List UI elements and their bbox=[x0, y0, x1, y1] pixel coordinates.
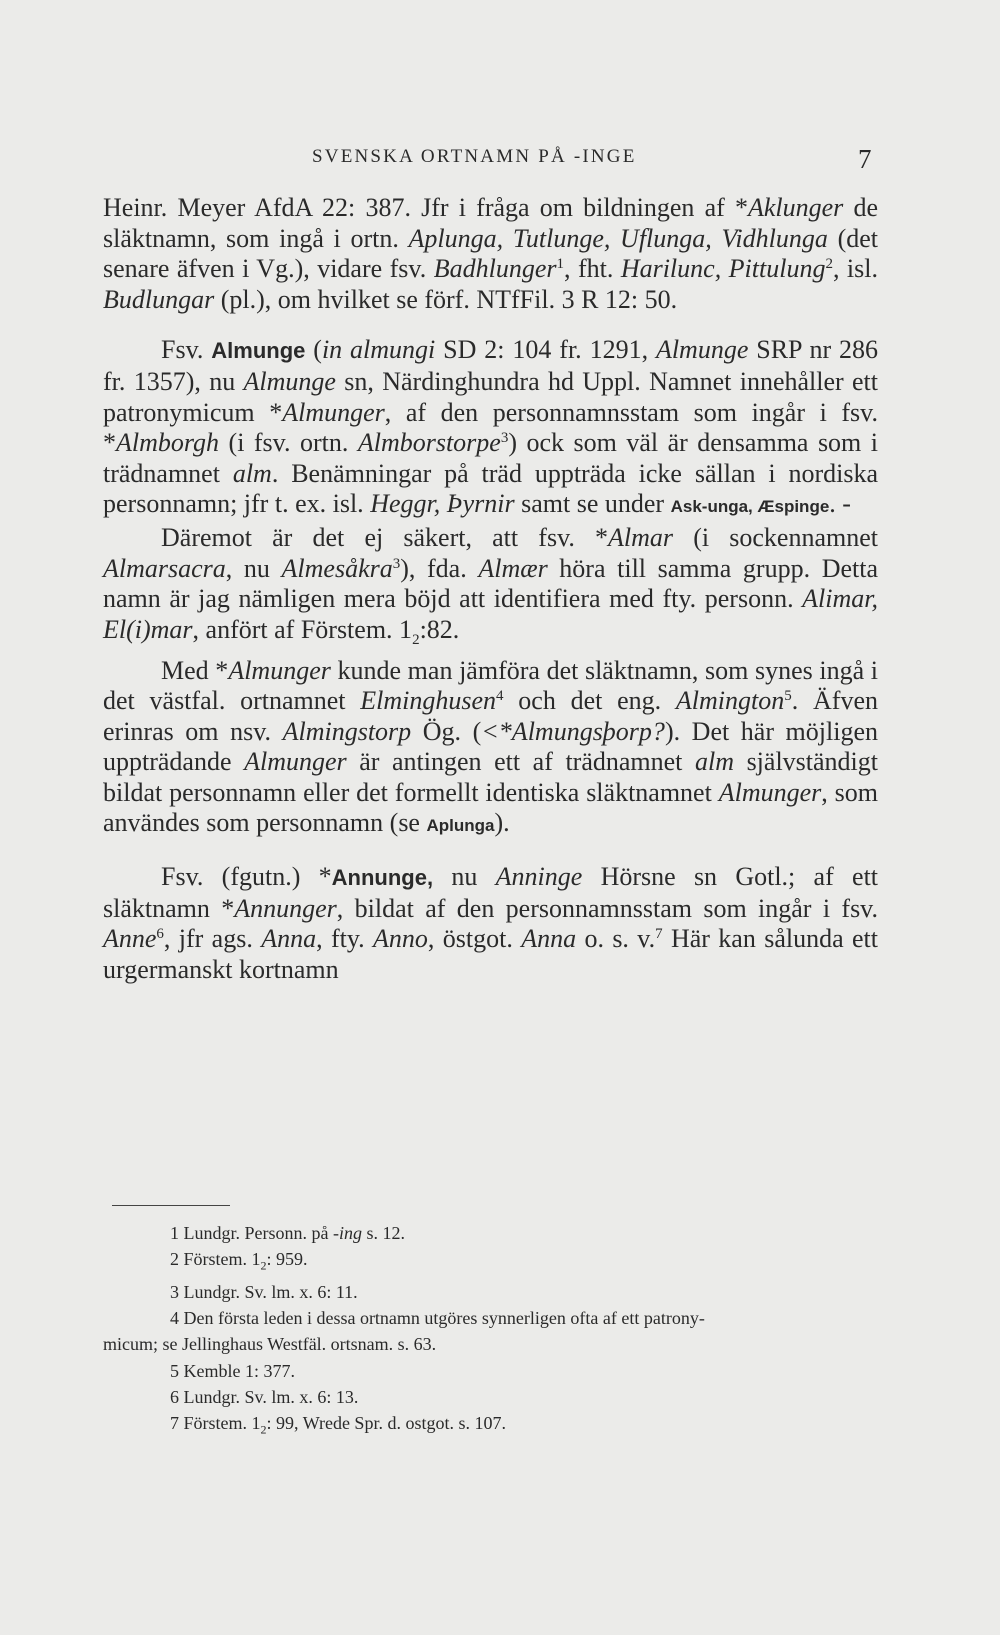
text: SRP nr 286 fr. 1357), nu bbox=[103, 335, 878, 396]
text: , bildat af den personnamnsstam som ingår i fsv. bbox=[336, 893, 878, 923]
paragraph-4 bbox=[103, 656, 878, 843]
text: ). bbox=[494, 808, 510, 838]
text: , nu bbox=[225, 553, 282, 583]
subscript: 2 bbox=[412, 631, 420, 648]
page-header bbox=[0, 146, 1000, 176]
italic-text: in almungi bbox=[321, 335, 436, 365]
footnote-ref: 5 bbox=[784, 688, 792, 705]
text: , som användes som personnamn (se bbox=[103, 777, 878, 838]
footnote-ref: 2 bbox=[825, 256, 833, 273]
text: höra till samma grupp. Detta namn är jag nämligen mera böjd att identifiera med fty. personn. bbox=[103, 553, 879, 614]
text: Ög. ( bbox=[411, 716, 482, 746]
text: de släktnamn, som ingå i ortn. bbox=[103, 193, 878, 253]
text: samt se under bbox=[514, 489, 671, 519]
footnote-text: Förstem. 1 bbox=[179, 1249, 261, 1270]
text: Heinr. Meyer AfdA 22: 387. Jfr i fråga om bildningen af * bbox=[103, 193, 748, 222]
footnote-text: Förstem. 1 bbox=[179, 1413, 261, 1434]
footnote-ref: 6 bbox=[156, 926, 164, 943]
italic-text: Almunger bbox=[244, 747, 347, 777]
text: (pl.), om hvilket se förf. NTfFil. 3 R 12: 50. bbox=[214, 284, 678, 314]
text: sn, Närdinghundra hd Uppl. Namnet innehåller ett patronymicum * bbox=[103, 366, 878, 427]
footnote-text: : 959. bbox=[266, 1249, 308, 1270]
italic-text: Harilunc, Pittulung bbox=[620, 254, 826, 284]
italic-text: Almunger bbox=[228, 655, 331, 685]
text: , fty. bbox=[316, 924, 374, 954]
paragraph-1 bbox=[103, 193, 878, 315]
italic-text: Almunger bbox=[282, 397, 385, 427]
footnote-ref: 3 bbox=[500, 430, 509, 447]
footnote-number: 3 bbox=[170, 1282, 179, 1302]
italic-text: Budlungar bbox=[103, 284, 215, 314]
running-head: SVENSKA ORTNAMN PÅ -INGE bbox=[312, 146, 637, 167]
footnote-5 bbox=[103, 1358, 878, 1384]
footnote-4 bbox=[103, 1305, 878, 1331]
footnote-text: s. 12. bbox=[361, 1223, 405, 1243]
footnote-ref: 4 bbox=[496, 688, 504, 705]
italic-text: Almesåkra bbox=[281, 553, 393, 583]
italic-text: Aklunger bbox=[747, 193, 844, 222]
subscript: 2 bbox=[260, 1258, 267, 1273]
subscript: 2 bbox=[260, 1422, 267, 1437]
text: Med * bbox=[161, 655, 229, 685]
text: , fht. bbox=[563, 254, 621, 284]
italic-text: Almunge bbox=[655, 335, 749, 365]
footnotes bbox=[103, 1220, 878, 1443]
footnote-number: 5 bbox=[170, 1360, 179, 1381]
italic-text: Annunger bbox=[234, 893, 337, 923]
italic-text: Badhlunger bbox=[433, 254, 557, 284]
footnote-number: 6 bbox=[170, 1386, 179, 1407]
text: Däremot är det ej säkert, att fsv. * bbox=[161, 522, 609, 552]
text: ), fda. bbox=[400, 553, 479, 583]
footnote-text: : 99, Wrede Spr. d. ostgot. s. 107. bbox=[266, 1413, 506, 1434]
italic-text: Almar bbox=[608, 522, 674, 552]
italic-text: -ing bbox=[332, 1223, 362, 1243]
text: . Äfven erinras om nsv. bbox=[103, 686, 878, 746]
footnote-number: 2 bbox=[170, 1249, 179, 1270]
footnote-2 bbox=[103, 1246, 878, 1279]
italic-text: Heggr, Þyrnir bbox=[370, 489, 515, 519]
headword: Annunge, bbox=[331, 865, 434, 891]
page-number: 7 bbox=[858, 144, 872, 174]
footnote-text: micum; se Jellinghaus Westfäl. ortsnam. s. 63. bbox=[103, 1334, 437, 1355]
text: självständigt bildat personnamn eller det formellt identiska släktnamnet bbox=[103, 747, 878, 807]
italic-text: Almington bbox=[675, 686, 785, 716]
text: Hörsne sn Gotl.; af ett släktnamn * bbox=[103, 862, 879, 923]
body-text bbox=[103, 193, 878, 985]
text: , isl. bbox=[832, 254, 878, 284]
footnote-ref: 3 bbox=[392, 555, 401, 572]
footnote-ref: 7 bbox=[655, 926, 663, 943]
footnote-text: Lundgr. Sv. lm. x. 6: 11. bbox=[179, 1282, 358, 1302]
footnote-text: Lundgr. Personn. på bbox=[179, 1223, 333, 1243]
italic-text: Almborgh bbox=[116, 428, 220, 458]
italic-text: Almær bbox=[478, 553, 548, 583]
paragraph-5 bbox=[103, 862, 878, 985]
text: Fsv. bbox=[161, 335, 212, 365]
text: ). Det här möjligen uppträdande bbox=[103, 716, 878, 777]
text: SD 2: 104 fr. 1291, bbox=[435, 335, 656, 365]
cross-reference: Aplunga bbox=[426, 816, 495, 836]
italic-text: Almingstorp bbox=[282, 716, 412, 746]
footnote-ref: 1 bbox=[556, 256, 564, 273]
footnote-text: Kemble 1: 377. bbox=[179, 1360, 295, 1381]
footnote-4-continued bbox=[103, 1331, 878, 1357]
footnote-1 bbox=[103, 1220, 878, 1246]
italic-text: Almborstorpe bbox=[357, 428, 501, 458]
paragraph-3 bbox=[103, 523, 878, 656]
footnote-rule bbox=[112, 1205, 230, 1206]
text: nu bbox=[433, 862, 496, 892]
text: , af den personnamnsstam som ingår i fsv. * bbox=[103, 397, 878, 458]
text: ( bbox=[305, 335, 322, 365]
italic-text: Almarsacra bbox=[103, 553, 226, 583]
italic-text: Anne bbox=[103, 924, 157, 954]
paragraph-2 bbox=[103, 335, 878, 523]
text: (i fsv. ortn. bbox=[219, 428, 358, 458]
italic-text: Almunger bbox=[718, 777, 822, 807]
italic-text: Anninge bbox=[495, 862, 583, 892]
italic-text: Aplunga, Tutlunge, Uflunga, Vidhlunga bbox=[408, 223, 828, 253]
italic-text: Anno bbox=[373, 924, 428, 954]
italic-text: Elminghusen bbox=[360, 686, 497, 716]
text: , östgot. bbox=[427, 924, 522, 954]
text: (i sockennamnet bbox=[673, 522, 878, 552]
footnote-text: Den första leden i dessa ortnamn utgöres synnerligen ofta af ett patrony- bbox=[179, 1308, 705, 1329]
text: kunde man jämföra det släktnamn, som synes ingå i det västfal. ortnamnet bbox=[103, 655, 878, 716]
text: och det eng. bbox=[503, 686, 676, 716]
italic-text: Anna bbox=[261, 924, 317, 954]
footnote-3 bbox=[103, 1279, 878, 1305]
italic-text: alm bbox=[694, 747, 734, 777]
italic-text: Anna bbox=[521, 924, 577, 954]
footnote-number: 1 bbox=[170, 1223, 179, 1243]
text: Här kan sålunda ett urgermanskt kortnamn bbox=[103, 924, 878, 984]
footnote-7 bbox=[103, 1410, 878, 1443]
italic-text: <*Almungsþorp? bbox=[481, 716, 665, 746]
italic-text: Almunge bbox=[243, 366, 336, 396]
italic-text: alm bbox=[232, 458, 272, 488]
footnote-number: 4 bbox=[170, 1308, 179, 1329]
text: (det senare äfven i Vg.), vidare fsv. bbox=[103, 223, 878, 284]
text: är antingen ett af trädnamnet bbox=[346, 747, 695, 777]
text: :82. bbox=[419, 614, 460, 644]
text: ) ock som väl är densamma som i trädnamnet bbox=[103, 428, 878, 488]
cross-reference: Ask-unga, Æspinge bbox=[670, 497, 830, 517]
footnote-6 bbox=[103, 1384, 878, 1410]
text: , anfört af Förstem. 1 bbox=[192, 614, 413, 644]
footnote-text: Lundgr. Sv. lm. x. 6: 13. bbox=[179, 1386, 359, 1407]
headword: Almunge bbox=[211, 338, 306, 364]
text: . - bbox=[829, 489, 851, 519]
text: . Benämningar på träd uppträda icke sällan i nordiska personnamn; jfr t. ex. isl. bbox=[103, 458, 878, 519]
text: , jfr ags. bbox=[163, 924, 262, 954]
footnote-number: 7 bbox=[170, 1413, 179, 1434]
italic-text: Alimar, El(i)mar bbox=[103, 584, 878, 644]
text: Fsv. (fgutn.) * bbox=[161, 862, 332, 892]
text: o. s. v. bbox=[576, 924, 656, 954]
